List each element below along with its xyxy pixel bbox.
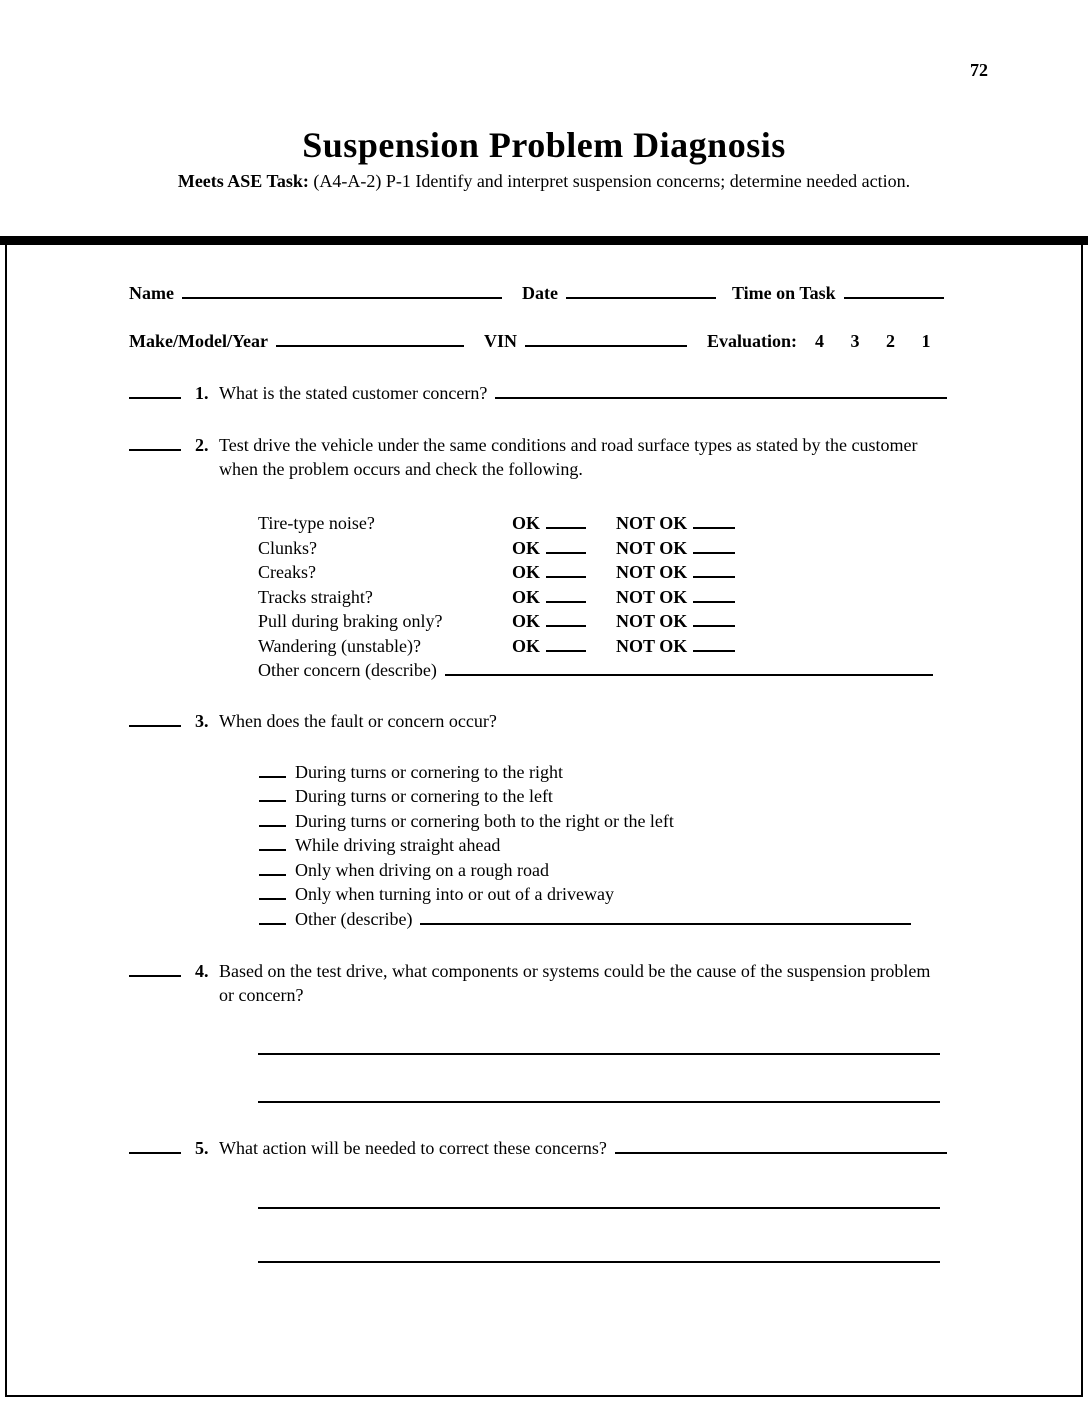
question-3-score-blank — [129, 706, 181, 726]
check-row — [258, 607, 1081, 632]
vin-field-blank — [525, 327, 687, 347]
question-4-text: Based on the test drive, what components or systems could be the cause of the suspension problem or concern? — [219, 961, 931, 1006]
option-label: Only when driving on a rough road — [295, 859, 549, 880]
question-4 — [129, 957, 947, 1007]
name-field-blank — [182, 279, 502, 299]
ok-label: OK — [512, 562, 541, 583]
ok-blank — [546, 558, 586, 578]
ase-task-line — [114, 170, 974, 193]
ok-label: OK — [512, 586, 541, 607]
not-ok-label: NOT OK — [616, 537, 688, 558]
form-body — [5, 245, 1083, 1397]
ok-blank — [546, 509, 586, 529]
option-check-blank — [259, 782, 286, 802]
name-label: Name — [129, 283, 174, 304]
document-header — [0, 0, 1088, 236]
check-item-label: Wandering (unstable)? — [258, 635, 421, 656]
check-row — [258, 631, 1081, 656]
not-ok-label: NOT OK — [616, 513, 688, 534]
question-2-text: Test drive the vehicle under the same conditions and road surface types as stated by the customer when the problem occurs and check the following. — [219, 434, 918, 479]
question-5-score-blank — [129, 1133, 181, 1153]
not-ok-label: NOT OK — [616, 635, 688, 656]
not-ok-label: NOT OK — [616, 562, 688, 583]
page-title: Suspension Problem Diagnosis — [302, 125, 786, 165]
question-1-answer-blank — [495, 379, 947, 399]
question-3 — [129, 706, 947, 731]
question-3-number: 3. — [195, 710, 209, 731]
question-3-body — [219, 710, 947, 732]
info-row-2 — [129, 327, 1081, 352]
question-1-score-blank — [129, 379, 181, 399]
question-3-text: When does the fault or concern occur? — [219, 710, 497, 731]
occurrence-option — [259, 831, 1081, 856]
occurrence-options — [7, 758, 1081, 930]
question-4-answer-line — [258, 1053, 940, 1055]
make-model-year-label: Make/Model/Year — [129, 331, 268, 352]
occurrence-other-blank — [420, 905, 911, 925]
option-check-blank — [259, 880, 286, 900]
check-item-label: Tire-type noise? — [258, 513, 375, 534]
info-row-1 — [129, 279, 1081, 304]
check-item-label: Tracks straight? — [258, 586, 373, 607]
time-on-task-label: Time on Task — [731, 283, 836, 304]
ok-label: OK — [512, 537, 541, 558]
occurrence-other-row — [259, 905, 911, 930]
question-2 — [129, 430, 947, 480]
option-label: During turns or cornering to the right — [295, 761, 563, 782]
question-5-text: What action will be needed to correct these concerns? — [219, 1137, 607, 1158]
ok-label: OK — [512, 513, 541, 534]
not-ok-blank — [693, 631, 735, 651]
occurrence-option — [259, 758, 1081, 783]
question-1-body — [219, 379, 947, 404]
ase-task-text: (A4-A-2) P-1 Identify and interpret suspension concerns; determine needed action. — [313, 170, 911, 191]
question-4-score-blank — [129, 957, 181, 977]
occurrence-option — [259, 782, 1081, 807]
question-5-answer-line — [258, 1207, 940, 1209]
occurrence-option — [259, 880, 1081, 905]
date-label: Date — [521, 283, 558, 304]
option-label: While driving straight ahead — [295, 835, 501, 856]
date-field-blank — [566, 279, 716, 299]
evaluation-label: Evaluation: — [706, 331, 798, 352]
check-table — [7, 509, 1081, 681]
occurrence-option — [259, 807, 1081, 832]
check-row — [258, 509, 1081, 534]
other-concern-label: Other concern (describe) — [258, 660, 437, 681]
ok-blank — [546, 582, 586, 602]
not-ok-blank — [693, 558, 735, 578]
question-5-answer-blank — [615, 1133, 947, 1153]
other-concern-blank — [445, 656, 933, 676]
option-check-blank — [259, 905, 286, 925]
question-5-answer-line — [258, 1261, 940, 1263]
ok-blank — [546, 533, 586, 553]
not-ok-label: NOT OK — [616, 611, 688, 632]
not-ok-blank — [693, 607, 735, 627]
occurrence-option — [259, 856, 1081, 881]
question-5-body — [219, 1133, 947, 1158]
check-item-label: Creaks? — [258, 562, 316, 583]
not-ok-blank — [693, 533, 735, 553]
question-2-number: 2. — [195, 434, 209, 455]
option-check-blank — [259, 758, 286, 778]
question-4-number: 4. — [195, 961, 209, 982]
check-row — [258, 533, 1081, 558]
question-2-score-blank — [129, 430, 181, 450]
not-ok-label: NOT OK — [616, 586, 688, 607]
page-number: 72 — [970, 60, 988, 80]
option-check-blank — [259, 831, 286, 851]
ok-blank — [546, 607, 586, 627]
option-label: Only when turning into or out of a driveway — [295, 884, 614, 905]
not-ok-blank — [693, 509, 735, 529]
ok-label: OK — [512, 611, 541, 632]
check-row — [258, 582, 1081, 607]
ok-blank — [546, 631, 586, 651]
option-label: During turns or cornering to the left — [295, 786, 553, 807]
check-item-label: Pull during braking only? — [258, 611, 443, 632]
question-5 — [129, 1133, 947, 1158]
evaluation-scale: 4 3 2 1 — [815, 331, 931, 352]
question-1 — [129, 379, 947, 404]
check-item-label: Clunks? — [258, 537, 318, 558]
question-4-answer-line — [258, 1101, 940, 1103]
question-5-number: 5. — [195, 1137, 209, 1158]
ase-task-label: Meets ASE Task: — [177, 170, 309, 191]
occurrence-other-label: Other (describe) — [295, 908, 413, 929]
option-check-blank — [259, 856, 286, 876]
vin-label: VIN — [483, 331, 517, 352]
make-model-year-blank — [276, 327, 464, 347]
option-label: During turns or cornering both to the right or the left — [295, 810, 674, 831]
not-ok-blank — [693, 582, 735, 602]
option-check-blank — [259, 807, 286, 827]
time-on-task-blank — [844, 279, 944, 299]
other-concern-row — [258, 656, 933, 681]
divider-bar — [0, 236, 1088, 245]
ok-label: OK — [512, 635, 541, 656]
question-1-number: 1. — [195, 383, 209, 404]
question-1-text: What is the stated customer concern? — [219, 383, 488, 404]
check-row — [258, 558, 1081, 583]
